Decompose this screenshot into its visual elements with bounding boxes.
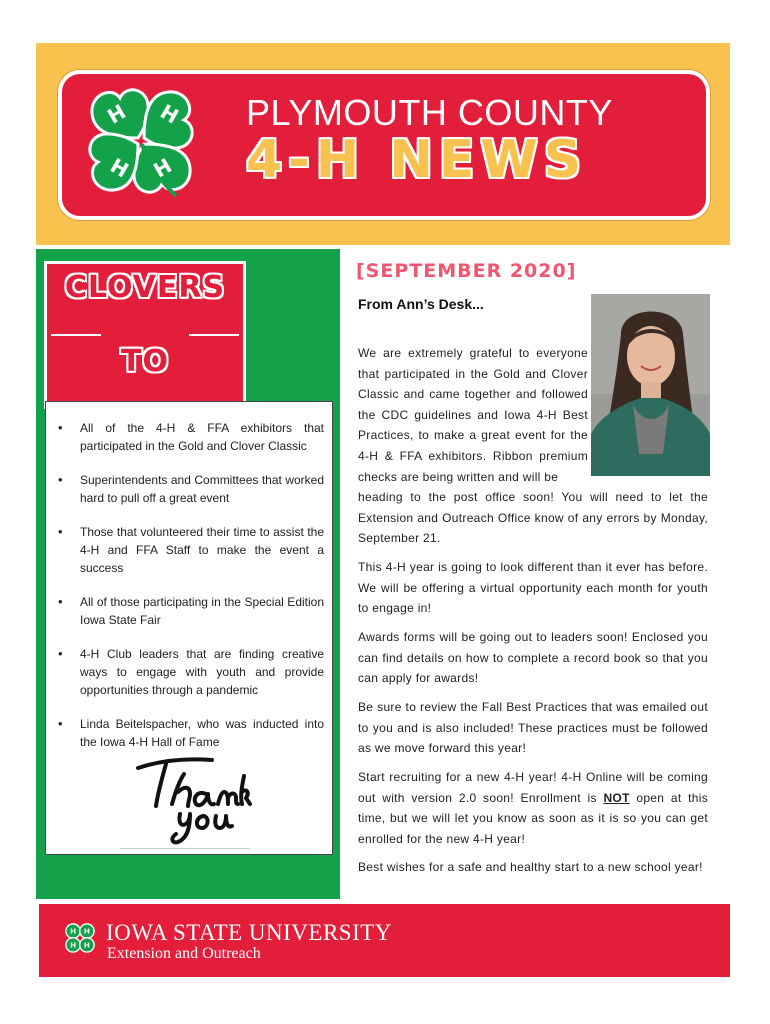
- svg-text:H: H: [149, 153, 176, 183]
- svg-text:H: H: [70, 940, 77, 950]
- clovers-list: [54, 419, 324, 767]
- four-leaf-clover-4h-icon: [76, 78, 206, 208]
- paragraph: We are extremely grateful to everyone that participated in the Gold and Clover Classic and came together and followed the CDC guidelines and Iowa 4-H Best Practices, to make a great event for the 4-H & FFA exhibitors. Ribbon premium checks are being written and will be: [358, 346, 588, 484]
- issue-date: [SEPTEMBER 2020]: [356, 260, 577, 282]
- newsletter-title: 4-H NEWS: [246, 130, 588, 190]
- svg-text:H: H: [106, 153, 133, 183]
- four-leaf-clover-4h-icon: [62, 920, 98, 956]
- university-name: IOWA STATE UNIVERSITY: [106, 920, 392, 945]
- list-item: • Linda Beitelspacher, who was inducted into the Iowa 4-H Hall of Fame: [54, 715, 324, 751]
- divider: [51, 334, 101, 336]
- portrait-photo: [591, 294, 710, 476]
- thank-you-script-graphic: [132, 752, 252, 847]
- list-item: • Superintendents and Committees that worked hard to pull off a great event: [54, 471, 324, 507]
- paragraph: Awards forms will be going out to leaders soon! Enclosed you can find details on how to complete a record book so that you can apply for awards!: [358, 630, 708, 686]
- list-item: • Those that volunteered their time to assist the 4-H and FFA Staff to make the event a success: [54, 523, 324, 577]
- university-subtitle: Extension and Outreach: [107, 945, 261, 962]
- list-item: • 4-H Club leaders that are finding creative ways to engage with youth and provide opportunities through a pandemic: [54, 645, 324, 699]
- list-item: • All of the 4-H & FFA exhibitors that participated in the Gold and Clover Classic: [54, 419, 324, 455]
- clovers-to-banner: [44, 261, 246, 409]
- paragraph-text: open at this time, but we will let you know as soon as it is so you can get enrolled for the new 4-H year!: [358, 790, 709, 846]
- divider: [120, 848, 250, 849]
- section-heading: From Ann’s Desk...: [358, 296, 484, 312]
- paragraph: This 4-H year is going to look different than it ever has before. We will be offering a virtual opportunity each month for youth to engage in!: [358, 560, 708, 616]
- list-item: • All of those participating in the Special Edition Iowa State Fair: [54, 593, 324, 629]
- svg-text:H: H: [103, 99, 130, 129]
- paragraph: Be sure to review the Fall Best Practices that was emailed out to you and is also included! These practices must be followed as we move forward this year!: [358, 700, 708, 756]
- clovers-list-box: [45, 401, 333, 855]
- svg-text:H: H: [83, 940, 90, 950]
- svg-text:H: H: [156, 99, 183, 129]
- paragraph: Best wishes for a safe and healthy start to a new school year!: [358, 860, 703, 874]
- to-heading: TO: [121, 344, 169, 379]
- paragraph-text: Start recruiting for a new 4-H year! 4-H Online will be coming out with version 2.0 soon! Enrollment is: [358, 770, 708, 805]
- county-title: PLYMOUTH COUNTY: [246, 92, 613, 133]
- divider: [189, 334, 239, 336]
- paragraph: heading to the post office soon! You will need to let the Extension and Outreach Office know of any errors by Monday, September 21.: [358, 490, 708, 546]
- svg-text:H: H: [83, 926, 90, 936]
- paragraph: [358, 767, 708, 849]
- svg-text:H: H: [70, 926, 77, 936]
- emphasis-text: NOT: [603, 790, 630, 805]
- clovers-heading: CLOVERS: [64, 270, 226, 305]
